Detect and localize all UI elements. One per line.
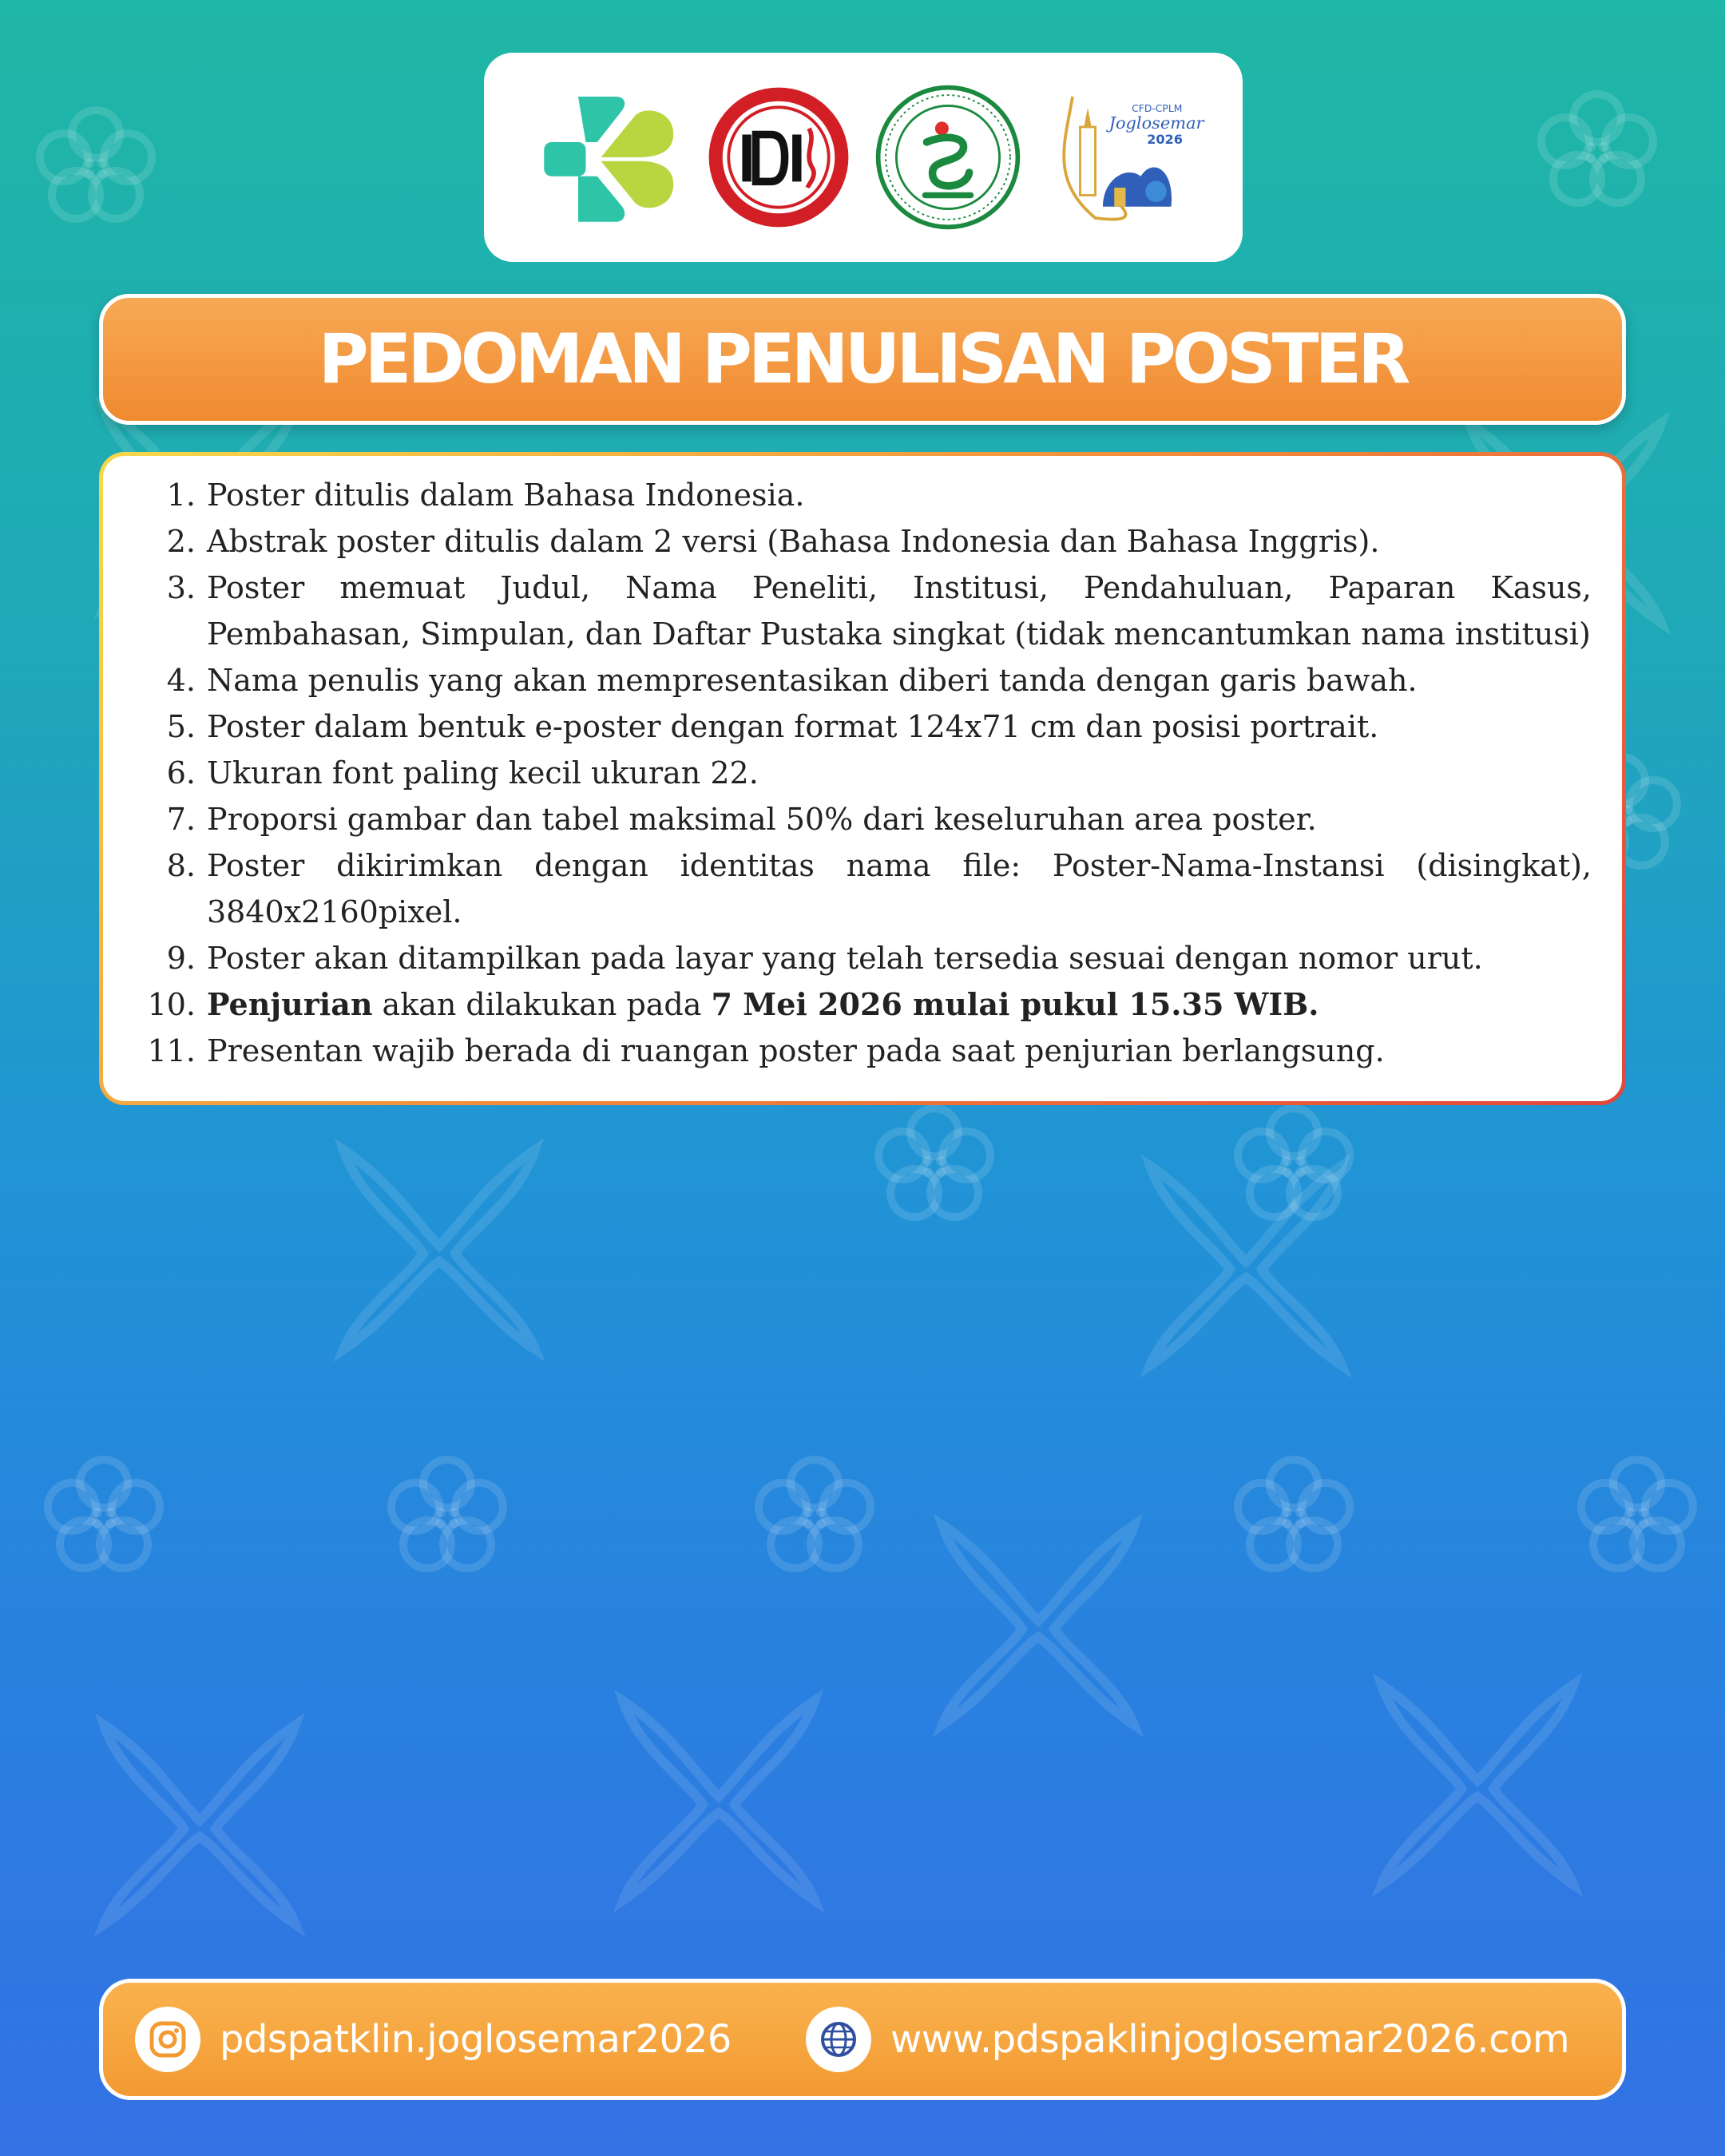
- pdspatklin-logo: [872, 81, 1024, 233]
- guideline-item: 4. Nama penulis yang akan mempresentasikan diberi tanda dengan garis bawah.: [166, 663, 1418, 698]
- idi-logo-icon: [703, 81, 855, 233]
- svg-text:2026: 2026: [1146, 131, 1183, 147]
- instagram-link[interactable]: [135, 2007, 806, 2072]
- guideline-item: 1. Poster ditulis dalam Bahasa Indonesia.: [166, 478, 805, 513]
- guideline-item: 2. Abstrak poster ditulis dalam 2 versi (Bahasa Indonesia dan Bahasa Inggris).: [166, 524, 1380, 559]
- pdspatklin-logo-icon: [872, 81, 1024, 233]
- website-url: www.pdspaklinjoglosemar2026.com: [890, 2017, 1570, 2062]
- title-banner: [99, 294, 1626, 425]
- guidelines-box: [99, 452, 1626, 1105]
- guideline-item: 8. Poster dikirimkan dengan identitas nama file: Poster-Nama-Instansi (disingkat), 3840x2160pixel.: [166, 848, 1592, 929]
- svg-text:CFD-CPLM: CFD-CPLM: [1131, 103, 1183, 114]
- cfd-cplm-joglosemar-logo: [1042, 81, 1204, 233]
- guideline-item: 6. Ukuran font paling kecil ukuran 22.: [166, 755, 759, 791]
- guideline-item: 10. Penjurian akan dilakukan pada 7 Mei 2026 mulai pukul 15.35 WIB.: [147, 986, 1319, 1022]
- guidelines-list: [125, 472, 1592, 1074]
- instagram-handle: pdspatklin.joglosemar2026: [220, 2017, 732, 2062]
- guideline-item: 5. Poster dalam bentuk e-poster dengan format 124x71 cm dan posisi portrait.: [166, 709, 1379, 744]
- kemenkes-logo: [533, 81, 684, 233]
- guideline-item: 11. Presentan wajib berada di ruangan poster pada saat penjurian berlangsung.: [147, 1033, 1385, 1068]
- logo-bar: [484, 53, 1243, 262]
- instagram-icon: [135, 2007, 200, 2072]
- guideline-item: 7. Proporsi gambar dan tabel maksimal 50% dari keseluruhan area poster.: [166, 802, 1317, 837]
- website-link[interactable]: [806, 2007, 1569, 2072]
- guideline-item: 3. Poster memuat Judul, Nama Peneliti, Institusi, Pendahuluan, Paparan Kasus, Pembahasan, Simpulan, dan Daftar Pustaka singkat (tidak mencantumkan nama institusi): [166, 570, 1592, 652]
- svg-text:Joglosemar: Joglosemar: [1108, 113, 1204, 133]
- globe-icon: [806, 2007, 871, 2072]
- contact-footer: [99, 1979, 1626, 2100]
- joglosemar-logo-icon: [1042, 81, 1204, 233]
- idi-logo: [703, 81, 855, 233]
- kemenkes-logo-icon: [533, 81, 684, 233]
- guideline-item: 9. Poster akan ditampilkan pada layar yang telah tersedia sesuai dengan nomor urut.: [166, 941, 1483, 976]
- page-title: PEDOMAN PENULISAN POSTER: [318, 319, 1407, 399]
